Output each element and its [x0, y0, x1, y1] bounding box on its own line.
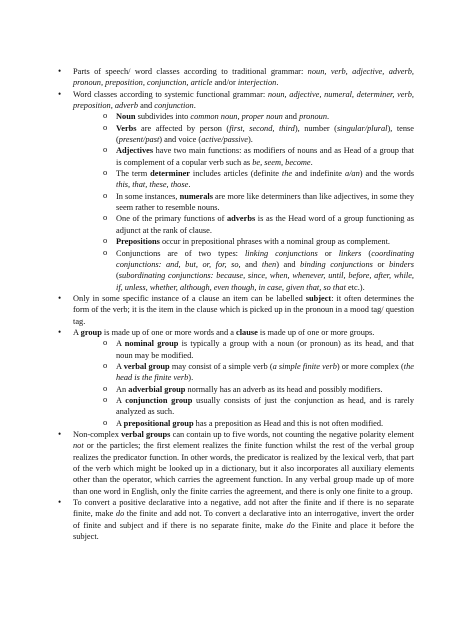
text: or [317, 248, 339, 258]
list-item-word-classes-traditional [58, 66, 414, 89]
italic-text: binding conjunctions [300, 259, 373, 269]
italic-text: coordinating conjunctions: and, but, or, for, so, [116, 248, 414, 269]
text: includes articles (definite [190, 169, 282, 179]
text: or the particles; the first element realizes the finite function whilst the rest of the verbal group realizes the predicator function. In other words, the predicator is realized by the lexical verb, that part of the verb which might be looked up in a dictionary, but it also incorporates all auxiliary elements other than the operator, which carries the agreement function. In any verbal group made up of more than one word in English, only the finite carries the agreement, and there is only one finite to a group. [73, 441, 414, 496]
text: is typically a group with a noun (or pronoun) as its head, and that noun may be modified. [116, 339, 415, 360]
text: usually consists of just the conjunction as head, and is rarely analyzed as such. [116, 395, 415, 417]
text: Word classes according to systemic functional grammar: [73, 89, 268, 99]
italic-text: a/an [344, 169, 360, 179]
text: subdivides into [135, 112, 191, 122]
text: Parts of speech/ word classes according to traditional grammar: [73, 67, 308, 76]
sub-item-nominal-group [103, 338, 414, 361]
italic-text: linkers [338, 248, 362, 258]
bold-term: prepositional group [123, 418, 194, 428]
italic-text: noun, verb, adjective, adverb, pronoun, preposition, conjunction, article [73, 67, 415, 88]
sub-item-numerals [103, 191, 414, 214]
text: the Finite and place it before the subject. [73, 520, 414, 542]
sub-item-verbal-group [103, 361, 414, 384]
bold-term: Noun [116, 112, 136, 122]
bold-term: adverbs [226, 214, 256, 224]
bold-term: nominal group [124, 339, 179, 349]
text: has a preposition as Head and this is not often modified. [193, 418, 384, 428]
bold-term: subject [305, 293, 332, 303]
sub-list [73, 111, 414, 293]
italic-text: noun, adjective, numeral, determiner, verb, preposition, adverb [73, 89, 414, 111]
italic-text: then [261, 259, 277, 269]
italic-text: do [115, 509, 125, 519]
text: Non-complex [73, 430, 122, 439]
text: The term [116, 169, 151, 179]
text: . [310, 157, 313, 167]
bold-term: Adjectives [116, 146, 154, 156]
italic-text: linking conjunctions [244, 248, 318, 258]
text: and [240, 259, 262, 269]
text: One of the primary functions of [116, 214, 227, 224]
text: : it often determines the form of the verb; it is the item in the clause which is picked up in the pronoun in a mood tag/ question tag. [73, 293, 414, 326]
text: In some instances, [116, 191, 180, 201]
italic-text: singular/plural [336, 123, 388, 133]
text: A [116, 395, 126, 405]
text: can contain up to five words, not counting the negative polarity element [170, 430, 414, 439]
text: . [276, 78, 279, 88]
list-item-convert-declarative [58, 497, 414, 542]
italic-text: the head is the finite verb [116, 361, 414, 383]
bold-term: adverbial group [128, 384, 186, 394]
text: and/or [212, 78, 238, 88]
text: ) and the words [359, 169, 414, 179]
sub-item-prepositions [103, 236, 414, 247]
text: and [282, 112, 300, 122]
text: may consist of a simple verb ( [169, 361, 273, 371]
italic-text: common noun, proper noun [190, 112, 283, 122]
italic-text: the [281, 169, 293, 179]
text: is made up of one or more words and a [101, 327, 237, 337]
sub-item-adverbial-group [103, 384, 414, 395]
sub-item-adjectives [103, 145, 414, 168]
sub-item-conjunctions [103, 248, 414, 293]
text: Conjunctions are of two types: [116, 248, 245, 258]
sub-list [73, 338, 414, 429]
list-item-word-classes-systemic [58, 89, 414, 293]
list-item-subject [58, 293, 414, 327]
text: . [188, 180, 191, 190]
text: A [73, 327, 81, 337]
bold-term: clause [236, 327, 258, 337]
sub-item-verbs [103, 123, 414, 146]
sub-item-determiner [103, 168, 414, 191]
italic-text: conjunction [154, 101, 194, 111]
text: have two main functions: as modifiers of nouns and as Head of a group that is complement of a copular verb such as [116, 146, 414, 167]
italic-text: a simple finite verb [272, 361, 337, 371]
document-body [58, 66, 414, 542]
bold-term: determiner [150, 169, 190, 179]
text: ) and [276, 259, 301, 269]
text: ( [361, 248, 372, 258]
italic-text: present/past [118, 135, 160, 145]
italic-text: binders [388, 259, 414, 269]
bold-term: Prepositions [116, 237, 160, 247]
text: . [193, 101, 196, 111]
list-item-verbal-groups [58, 429, 414, 497]
text: ( [116, 271, 119, 281]
sub-item-conjunction-group [103, 395, 414, 418]
list-item-group-clause [58, 327, 414, 429]
text: . [327, 112, 330, 122]
sub-item-prepositional-group [103, 418, 414, 429]
text: A [116, 339, 125, 349]
italic-text: first, second, third [229, 123, 295, 133]
text: or [372, 259, 389, 269]
text: are more like determiners than like adjectives, in some they seem rather to resemble nouns. [116, 191, 415, 213]
bold-term: Verbs [116, 123, 137, 133]
sub-item-adverbs [103, 213, 414, 236]
italic-text: not [73, 441, 84, 451]
text: ) and voice ( [159, 135, 202, 145]
italic-text: this, that, these, those [116, 180, 189, 190]
italic-text: be, seem, become [252, 157, 311, 167]
text: normally has an adverb as its head and possibly modifiers. [185, 384, 383, 394]
bullet-list [58, 66, 414, 542]
text: is made up of one or more groups. [257, 327, 375, 337]
text: Only in some specific instance of a clause an item can be labelled [73, 293, 306, 303]
text: ). [188, 373, 194, 383]
italic-text: active/passive [201, 135, 249, 145]
bold-term: verbal groups [121, 430, 171, 439]
text: and indefinite [292, 169, 345, 179]
text: are affected by person ( [136, 123, 230, 133]
italic-text: pronoun [299, 112, 328, 122]
text: An [116, 384, 129, 394]
text: and [138, 101, 155, 111]
text: the finite and add not. To convert a declarative into an interrogative, invert the order of finite and subject and if there is no separate finite, make [73, 509, 414, 530]
bold-term: numerals [179, 191, 213, 201]
text: ). [248, 135, 253, 145]
text: is as the Head word of a group functioning as adjunct at the rank of clause. [116, 214, 414, 235]
text: ) or more complex ( [336, 361, 404, 371]
text: occur in prepositional phrases with a nominal group as complement. [159, 237, 390, 247]
text: ), number ( [294, 123, 337, 133]
bold-term: verbal group [123, 361, 170, 371]
bold-term: conjunction group [125, 395, 193, 405]
italic-text: do [286, 520, 295, 530]
italic-text: subordinating conjunctions: because, since, when, whenever, until, before, after, while, if, unless, whether, although, even though, in case, given that, so that [116, 271, 414, 292]
text: ), tense ( [116, 123, 414, 145]
sub-item-noun [103, 111, 414, 122]
text: etc.). [345, 282, 365, 292]
text: To convert a positive declarative into a negative, add not after the finite and if there is no separate finite, make [73, 498, 414, 519]
bold-term: group [80, 327, 102, 337]
text: A [116, 418, 124, 428]
italic-text: interjection [237, 78, 277, 88]
text: A [116, 361, 124, 371]
